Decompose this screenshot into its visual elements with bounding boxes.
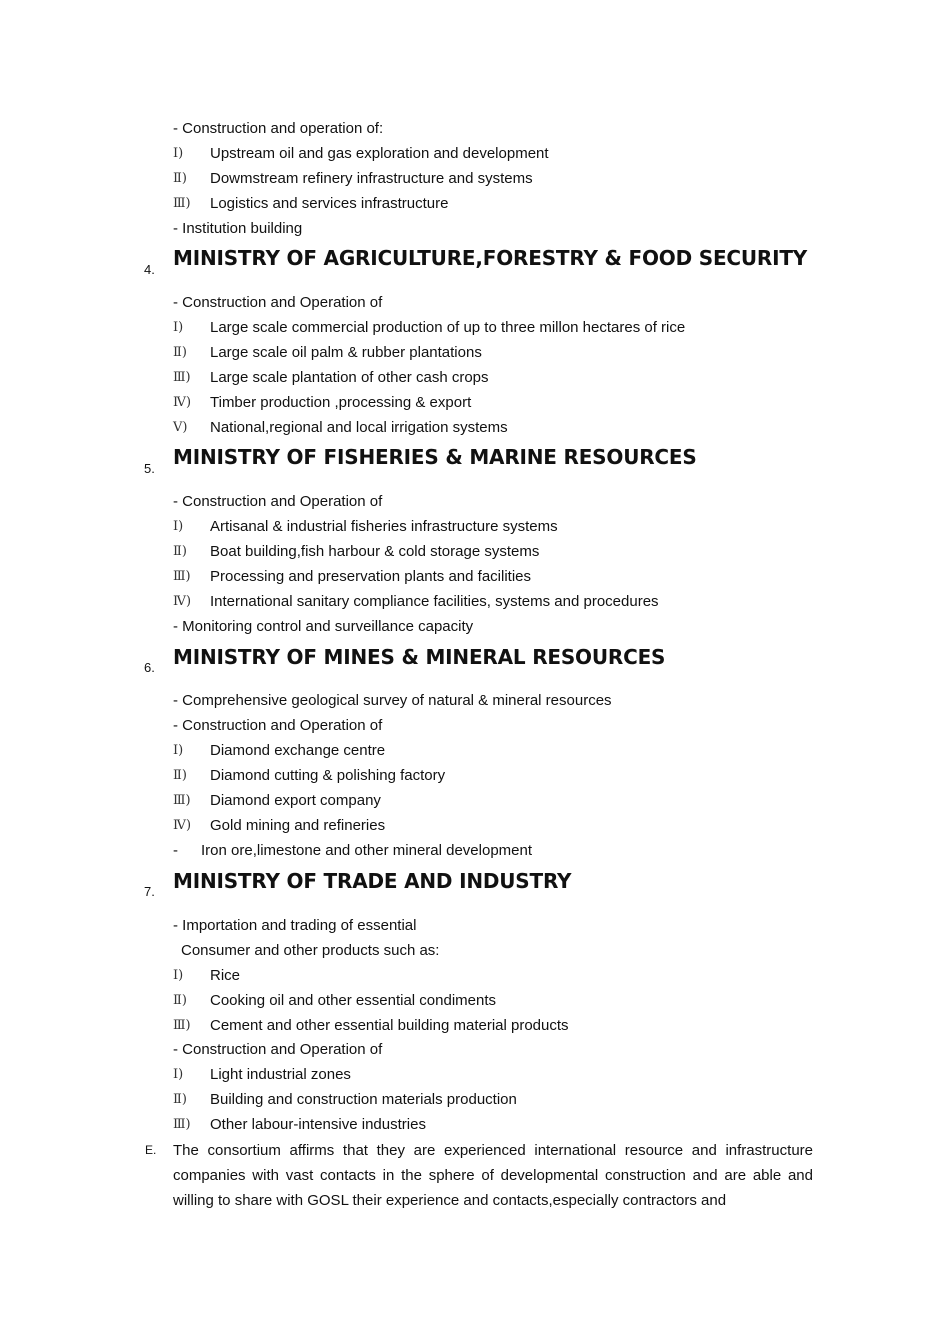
- section-pre: - Comprehensive geological survey of natural & mineral resources: [173, 692, 612, 709]
- section-number: 7.: [144, 884, 155, 899]
- section-trailer: - Monitoring control and surveillance capacity: [173, 618, 474, 635]
- item-number: Ⅰ): [173, 320, 184, 335]
- item-number: Ⅰ): [173, 968, 184, 983]
- item-text: Rice: [210, 967, 241, 984]
- item-number: Ⅱ): [173, 171, 187, 186]
- section-number: 4.: [144, 262, 155, 277]
- item-number: Ⅲ): [173, 196, 191, 211]
- item-text: Boat building,fish harbour & cold storage systems: [210, 543, 540, 560]
- item-number: Ⅲ): [173, 1018, 191, 1033]
- item-number: Ⅴ): [173, 420, 188, 435]
- item-number: Ⅱ): [173, 544, 187, 559]
- item-text: National,regional and local irrigation systems: [210, 419, 508, 436]
- item-text: Gold mining and refineries: [210, 817, 386, 834]
- item-number: Ⅱ): [173, 768, 187, 783]
- item-text: Dowmstream refinery infrastructure and systems: [210, 170, 533, 187]
- item-text: Diamond export company: [210, 792, 381, 809]
- paragraph-letter: E.: [145, 1143, 157, 1157]
- section-number: 6.: [144, 660, 155, 675]
- item-number: Ⅲ): [173, 370, 191, 385]
- item-number: Ⅱ): [173, 345, 187, 360]
- section-lead: - Construction and Operation of: [173, 717, 383, 734]
- item-number: Ⅳ): [173, 395, 192, 410]
- item-text: Other labour-intensive industries: [210, 1116, 426, 1133]
- section-title: MINISTRY OF MINES & MINERAL RESOURCES: [173, 645, 666, 669]
- item-number: Ⅳ): [173, 818, 192, 833]
- item-text: Cement and other essential building material products: [210, 1017, 569, 1034]
- item-text: Logistics and services infrastructure: [210, 195, 449, 212]
- dash-bullet: -: [173, 842, 178, 859]
- intro-lead: - Construction and operation of:: [173, 120, 384, 137]
- item-number: Ⅳ): [173, 594, 192, 609]
- item-number: Ⅲ): [173, 1117, 191, 1132]
- item-number: Ⅰ): [173, 1067, 184, 1082]
- item-text: Diamond cutting & polishing factory: [210, 767, 446, 784]
- section-lead: - Importation and trading of essential: [173, 917, 417, 934]
- section-lead-continued: Consumer and other products such as:: [181, 942, 440, 959]
- item-number: Ⅲ): [173, 569, 191, 584]
- item-text: Large scale oil palm & rubber plantations: [210, 344, 482, 361]
- item-text: Diamond exchange centre: [210, 742, 386, 759]
- item-text: Building and construction materials production: [210, 1091, 517, 1108]
- item-number: Ⅰ): [173, 743, 184, 758]
- item-number: Ⅰ): [173, 519, 184, 534]
- item-number: Ⅱ): [173, 993, 187, 1008]
- item-text: Large scale commercial production of up to three millon hectares of rice: [210, 319, 686, 336]
- section-lead: - Construction and Operation of: [173, 1041, 383, 1058]
- item-text: Cooking oil and other essential condiments: [210, 992, 497, 1009]
- dash-item-text: Iron ore,limestone and other mineral development: [201, 842, 533, 859]
- section-lead: - Construction and Operation of: [173, 294, 383, 311]
- section-title: MINISTRY OF AGRICULTURE,FORESTRY & FOOD SECURITY: [173, 246, 808, 270]
- item-number: Ⅲ): [173, 793, 191, 808]
- item-text: Large scale plantation of other cash crops: [210, 369, 489, 386]
- item-number: Ⅱ): [173, 1092, 187, 1107]
- closing-paragraph: The consortium affirms that they are experienced international resource and infrastructure companies with vast contacts in the sphere of developmental construction and are able and willing to share with GOSL their experience and contacts,especially contractors and: [173, 1142, 813, 1209]
- item-number: Ⅰ): [173, 146, 184, 161]
- section-title: MINISTRY OF TRADE AND INDUSTRY: [173, 869, 572, 893]
- item-text: Processing and preservation plants and facilities: [210, 568, 532, 585]
- item-text: Upstream oil and gas exploration and development: [210, 145, 549, 162]
- item-text: Light industrial zones: [210, 1066, 351, 1083]
- intro-institution: - Institution building: [173, 220, 303, 237]
- item-text: Timber production ,processing & export: [210, 394, 472, 411]
- section-lead: - Construction and Operation of: [173, 493, 383, 510]
- item-text: International sanitary compliance facilities, systems and procedures: [210, 593, 659, 610]
- section-number: 5.: [144, 461, 155, 476]
- section-title: MINISTRY OF FISHERIES & MARINE RESOURCES: [173, 445, 697, 469]
- item-text: Artisanal & industrial fisheries infrastructure systems: [210, 518, 558, 535]
